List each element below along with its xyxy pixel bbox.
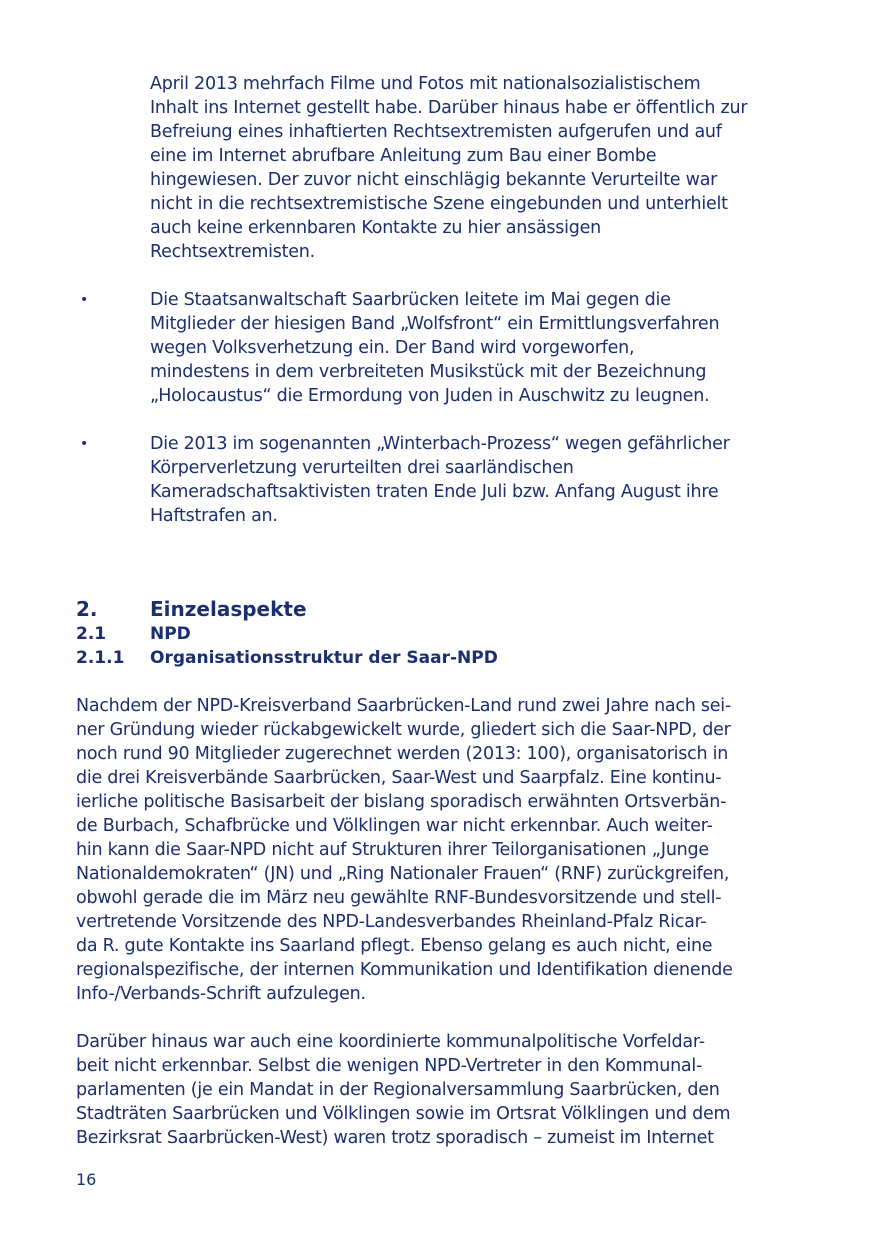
text-line: Die Staatsanwaltschaft Saarbrücken leitete im Mai gegen die xyxy=(150,290,671,310)
text-line: Bezirksrat Saarbrücken-West) waren trotz sporadisch – zumeist im Internet xyxy=(76,1128,714,1148)
heading-title: Organisationsstruktur der Saar-NPD xyxy=(150,648,498,668)
text-line: beit nicht erkennbar. Selbst die wenigen NPD-Vertreter in den Kommunal- xyxy=(76,1056,703,1076)
text-line: Darüber hinaus war auch eine koordinierte kommunalpolitische Vorfeldar- xyxy=(76,1032,705,1052)
text-line: vertretende Vorsitzende des NPD-Landesverbandes Rheinland-Pfalz Ricar- xyxy=(76,912,707,932)
text-line: noch rund 90 Mitglieder zugerechnet werden (2013: 100), organisatorisch in xyxy=(76,744,729,764)
text-line: Rechtsextremisten. xyxy=(150,242,315,262)
text-line: eine im Internet abrufbare Anleitung zum Bau einer Bombe xyxy=(150,146,657,166)
heading-number: 2.1.1 xyxy=(76,648,125,668)
text-line: regionalspezifische, der internen Kommunikation und Identifikation dienende xyxy=(76,960,733,980)
bullet-marker: • xyxy=(80,436,89,452)
text-line: mindestens in dem verbreiteten Musikstück mit der Bezeichnung xyxy=(150,362,707,382)
heading-number: 2. xyxy=(76,597,98,621)
text-line: Nationaldemokraten“ (JN) und „Ring Nationaler Frauen“ (RNF) zurückgreifen, xyxy=(76,864,730,884)
text-line: Info-/Verbands-Schrift aufzulegen. xyxy=(76,984,366,1004)
page-number: 16 xyxy=(76,1170,97,1189)
text-line: Befreiung eines inhaftierten Rechtsextremisten aufgerufen und auf xyxy=(150,122,722,142)
text-line: Nachdem der NPD-Kreisverband Saarbrücken-Land rund zwei Jahre nach sei- xyxy=(76,696,731,716)
text-line: Mitglieder der hiesigen Band „Wolfsfront“ ein Ermittlungsverfahren xyxy=(150,314,720,334)
text-line: parlamenten (je ein Mandat in der Regionalversammlung Saarbrücken, den xyxy=(76,1080,720,1100)
text-line: Inhalt ins Internet gestellt habe. Darüber hinaus habe er öffentlich zur xyxy=(150,98,748,118)
text-line: wegen Volksverhetzung ein. Der Band wird vorgeworfen, xyxy=(150,338,635,358)
text-line: ner Gründung wieder rückabgewickelt wurde, gliedert sich die Saar-NPD, der xyxy=(76,720,731,740)
text-line: ierliche politische Basisarbeit der bislang sporadisch erwähnten Ortsverbän- xyxy=(76,792,727,812)
text-line: „Holocaustus“ die Ermordung von Juden in Auschwitz zu leugnen. xyxy=(150,386,710,406)
text-line: Körperverletzung verurteilten drei saarländischen xyxy=(150,458,574,478)
heading-title: NPD xyxy=(150,624,191,644)
text-line: April 2013 mehrfach Filme und Fotos mit nationalsozialistischem xyxy=(150,74,701,94)
text-line: hingewiesen. Der zuvor nicht einschlägig bekannte Verurteilte war xyxy=(150,170,718,190)
heading-number: 2.1 xyxy=(76,624,107,644)
text-line: Stadträten Saarbrücken und Völklingen sowie im Ortsrat Völklingen und dem xyxy=(76,1104,731,1124)
heading-title: Einzelaspekte xyxy=(150,597,307,621)
text-line: die drei Kreisverbände Saarbrücken, Saar-West und Saarpfalz. Eine kontinu- xyxy=(76,768,722,788)
text-line: Die 2013 im sogenannten „Winterbach-Prozess“ wegen gefährlicher xyxy=(150,434,730,454)
text-line: de Burbach, Schafbrücke und Völklingen war nicht erkennbar. Auch weiter- xyxy=(76,816,713,836)
text-line: Haftstrafen an. xyxy=(150,506,278,526)
text-line: auch keine erkennbaren Kontakte zu hier ansässigen xyxy=(150,218,601,238)
text-line: Kameradschaftsaktivisten traten Ende Juli bzw. Anfang August ihre xyxy=(150,482,719,502)
text-line: obwohl gerade die im März neu gewählte RNF-Bundesvorsitzende und stell- xyxy=(76,888,722,908)
text-line: hin kann die Saar-NPD nicht auf Strukturen ihrer Teilorganisationen „Junge xyxy=(76,840,709,860)
bullet-marker: • xyxy=(80,292,89,308)
text-line: nicht in die rechtsextremistische Szene eingebunden und unterhielt xyxy=(150,194,728,214)
text-line: da R. gute Kontakte ins Saarland pflegt. Ebenso gelang es auch nicht, eine xyxy=(76,936,713,956)
